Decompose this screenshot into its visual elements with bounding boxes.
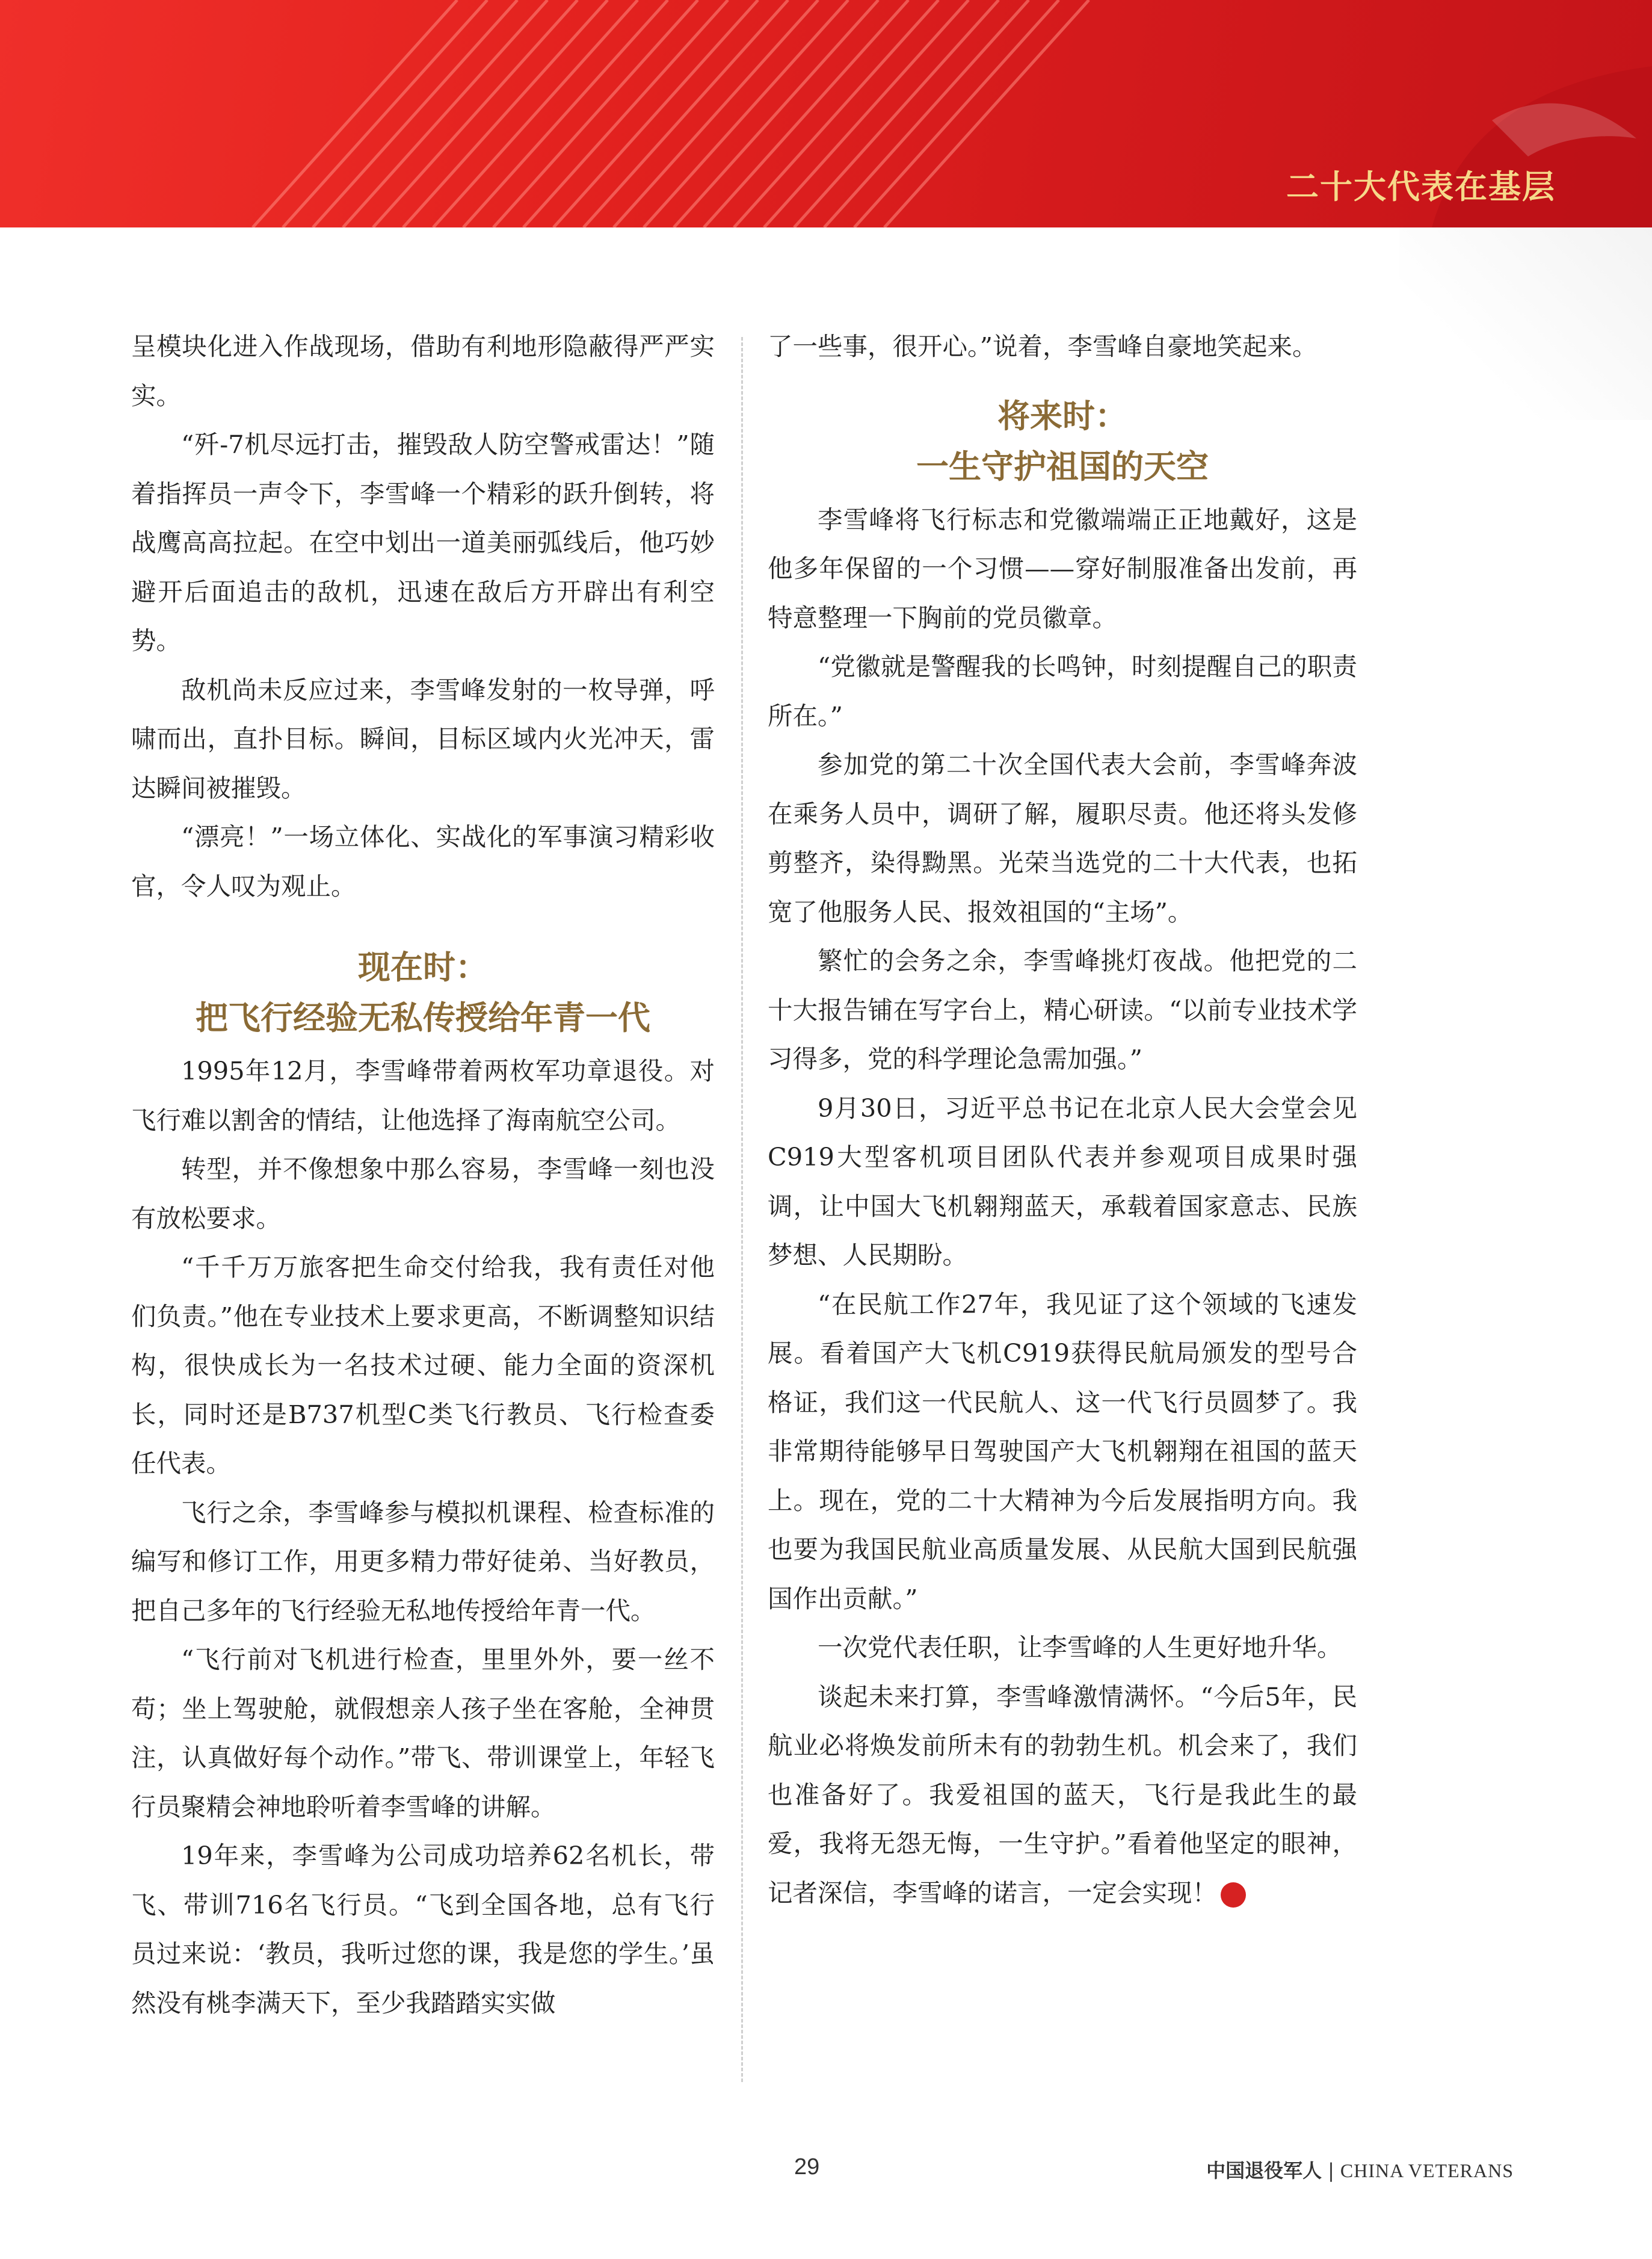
column-divider [741, 337, 743, 2082]
last-paragraph-text: 谈起未来打算，李雪峰激情满怀。“今后5年，民航业必将焕发前所未有的勃勃生机。机会来了，我们也准备好了。我爱祖国的蓝天，飞行是我此生的最爱，我将无怨无悔，一生守护。”看着他坚定的眼神，记者深信，李雪峰的诺言，一定会实现！ [768, 1681, 1357, 1908]
section-title: 二十大代表在基层 [1286, 168, 1556, 206]
paragraph: “歼-7机尽远打击，摧毁敌人防空警戒雷达！”随着指挥员一声令下，李雪峰一个精彩的跃升倒转，将战鹰高高拉起。在空中划出一道美丽弧线后，他巧妙避开后面追击的敌机，迅速在敌后方开辟出有利空势。 [131, 430, 715, 655]
magazine-footer [1206, 2155, 1514, 2183]
paragraph: 李雪峰将飞行标志和党徽端端正正地戴好，这是他多年保留的一个习惯——穿好制服准备出发前，再特意整理一下胸前的党员徽章。 [768, 504, 1357, 632]
paragraph: 参加党的第二十次全国代表大会前，李雪峰奔波在乘务人员中，调研了解，履职尽责。他还将头发修剪整齐，染得黝黑。光荣当选党的二十大代表，也拓宽了他服务人民、报效祖国的“主场”。 [768, 750, 1357, 927]
heading-line: 一生守护祖国的天空 [916, 447, 1209, 486]
paragraph: 呈模块化进入作战现场，借助有利地形隐蔽得严严实实。 [131, 332, 715, 410]
paragraph-last [768, 1672, 1357, 1918]
paragraph: “党徽就是警醒我的长鸣钟，时刻提醒自己的职责所在。” [768, 652, 1357, 731]
paragraph: 1995年12月，李雪峰带着两枚军功章退役。对飞行难以割舍的情结，让他选择了海南航空公司。 [131, 1056, 715, 1135]
heading-line: 将来时： [997, 396, 1127, 435]
corner-decoration [1399, 227, 1652, 420]
paragraph: 9月30日，习近平总书记在北京人民大会堂会见C919大型客机项目团队代表并参观项目成果时强调，让中国大飞机翱翔蓝天，承载着国家意志、民族梦想、人民期盼。 [768, 1093, 1357, 1270]
paragraph: “在民航工作27年，我见证了这个领域的飞速发展。看着国产大飞机C919获得民航局颁发的型号合格证，我们这一代民航人、这一代飞行员圆梦了。我非常期待能够早日驾驶国产大飞机翱翔在祖国的蓝天上。现在，党的二十大精神为今后发展指明方向。我也要为我国民航业高质量发展、从民航大国到民航强国作出贡献。” [768, 1289, 1357, 1613]
end-mark-icon: V [1221, 1882, 1246, 1908]
magazine-name-en: CHINA VETERANS [1340, 2160, 1514, 2181]
paragraph: “漂亮！”一场立体化、实战化的军事演习精彩收官，令人叹为观止。 [131, 822, 715, 901]
right-column [768, 322, 1357, 1917]
paragraph: 19年来，李雪峰为公司成功培养62名机长，带飞、带训716名飞行员。“飞到全国各地，总有飞行员过来说：‘教员，我听过您的课，我是您的学生。’虽然没有桃李满天下，至少我踏踏实实做 [131, 1841, 715, 2018]
paragraph: 一次党代表任职，让李雪峰的人生更好地升华。 [818, 1633, 1342, 1662]
paragraph: 了一些事，很开心。”说着，李雪峰自豪地笑起来。 [768, 332, 1318, 361]
section-heading-present [131, 942, 715, 1043]
heading-line: 现在时： [358, 948, 488, 986]
heading-line: 把飞行经验无私传授给年青一代 [196, 998, 650, 1037]
magazine-name-cn: 中国退役军人 [1206, 2159, 1322, 2182]
header-banner [0, 0, 1652, 227]
paragraph: “飞行前对飞机进行检查，里里外外，要一丝不苟；坐上驾驶舱，就假想亲人孩子坐在客舱，全神贯注，认真做好每个动作。”带飞、带训课堂上，年轻飞行员聚精会神地聆听着李雪峰的讲解。 [131, 1645, 715, 1822]
paragraph: 繁忙的会务之余，李雪峰挑灯夜战。他把党的二十大报告铺在写字台上，精心研读。“以前专业技术学习得多，党的科学理论急需加强。” [768, 946, 1357, 1074]
section-heading-future [768, 391, 1357, 492]
left-column [131, 322, 715, 2027]
paragraph: “千千万万旅客把生命交付给我，我有责任对他们负责。”他在专业技术上要求更高，不断调整知识结构，很快成长为一名技术过硬、能力全面的资深机长，同时还是B737机型C类飞行教员、飞行检查委任代表。 [131, 1252, 715, 1478]
paragraph: 敌机尚未反应过来，李雪峰发射的一枚导弹，呼啸而出，直扑目标。瞬间，目标区域内火光冲天，雷达瞬间被摧毁。 [131, 675, 715, 803]
page-number: 29 [794, 2154, 820, 2180]
paragraph: 转型，并不像想象中那么容易，李雪峰一刻也没有放松要求。 [131, 1154, 715, 1233]
footer-separator: | [1328, 2159, 1334, 2182]
paragraph: 飞行之余，李雪峰参与模拟机课程、检查标准的编写和修订工作，用更多精力带好徒弟、当好教员，把自己多年的飞行经验无私地传授给年青一代。 [131, 1497, 715, 1625]
